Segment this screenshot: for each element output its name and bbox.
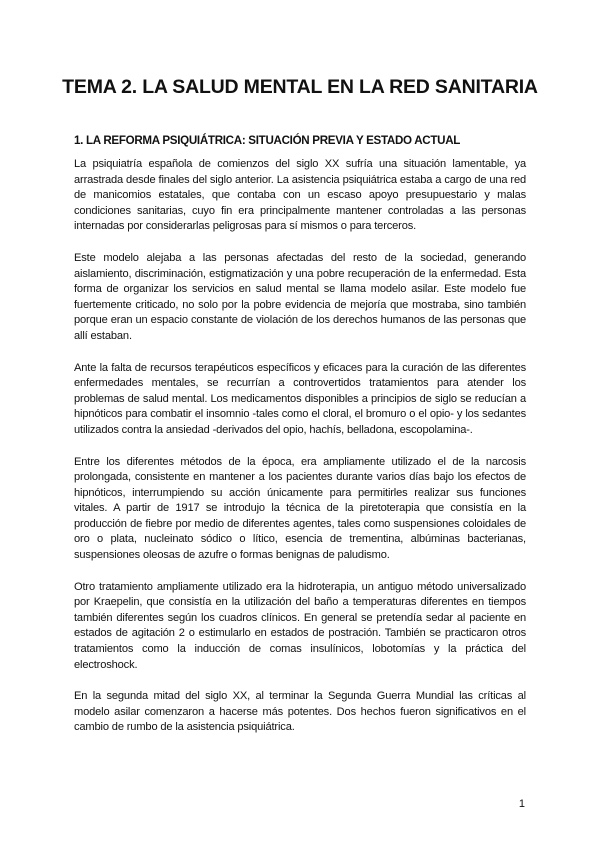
paragraph-6: En la segunda mitad del siglo XX, al terminar la Segunda Guerra Mundial las críticas al modelo asilar comenzaron a hacerse más potentes. Dos hechos fueron significativos en el cambio de rumbo de la asistencia psiquiátrica. (74, 690, 526, 734)
paragraph-4: Entre los diferentes métodos de la época, era ampliamente utilizado el de la narcosis prolongada, consistente en mantener a los pacientes durante varios días bajo los efectos de hipnóticos, interrumpiendo su acción únicamente para permitirles realizar sus funciones vitales. A partir de 1917 se introdujo la técnica de la piretoterapia que consistía en la producción de fiebre por medio de diferentes agentes, tales como suspensiones coloidales de oro o plata, nucleinato sódico o lítico, esencia de trementina, albúminas bacterianas, suspensiones oleosas de azufre o formas benignas de paludismo. (74, 455, 526, 562)
section-heading: 1. LA REFORMA PSIQUIÁTRICA: SITUACIÓN PREVIA Y ESTADO ACTUAL (74, 134, 461, 147)
paragraph-1: La psiquiatría española de comienzos del siglo XX sufría una situación lamentable, ya arrastrada desde finales del siglo anterior. La asistencia psiquiátrica estaba a cargo de una red de manicomios estatales, que contaba con un escaso apoyo presupuestario y malas condiciones sanitarias, cuyo fin era principalmente mantener controladas a las personas internadas por considerarlas peligrosas para sí mismos o para terceros. (74, 158, 526, 233)
paragraph-5: Otro tratamiento ampliamente utilizado era la hidroterapia, un antiguo método universalizado por Kraepelin, que consistía en la utilización del baño a temperaturas diferentes en tiempos también diferentes según los cuadros clínicos. En general se pretendía sedar al paciente en estados de agitación 2 o estimularlo en estados de postración. También se practicaron otros tratamientos como la inducción de comas insulínicos, lobotomías y la práctica del electroshock. (74, 580, 526, 671)
paragraph-3: Ante la falta de recursos terapéuticos específicos y eficaces para la curación de las diferentes enfermedades mentales, se recurrían a controvertidos tratamientos para atender los problemas de salud mental. Los medicamentos disponibles a principios de siglo se reducían a hipnóticos para combatir el insomnio -tales como el cloral, el bromuro o el opio- y los sedantes utilizados contra la ansiedad -derivados del opio, hachís, belladona, escopolamina-. (74, 361, 526, 436)
paragraph-2: Este modelo alejaba a las personas afectadas del resto de la sociedad, generando aislamiento, discriminación, estigmatización y una pobre recuperación de la enfermedad. Esta forma de organizar los servicios en salud mental se llama modelo asilar. Este modelo fue fuertemente criticado, no solo por la pobre evidencia de mejoría que mostraba, sino también porque eran un espacio constante de violación de los derechos humanos de las personas que allí estaban. (74, 251, 526, 342)
document-title: TEMA 2. LA SALUD MENTAL EN LA RED SANITARIA (62, 76, 538, 98)
page-number: 1 (518, 798, 525, 810)
document-body (74, 157, 526, 752)
